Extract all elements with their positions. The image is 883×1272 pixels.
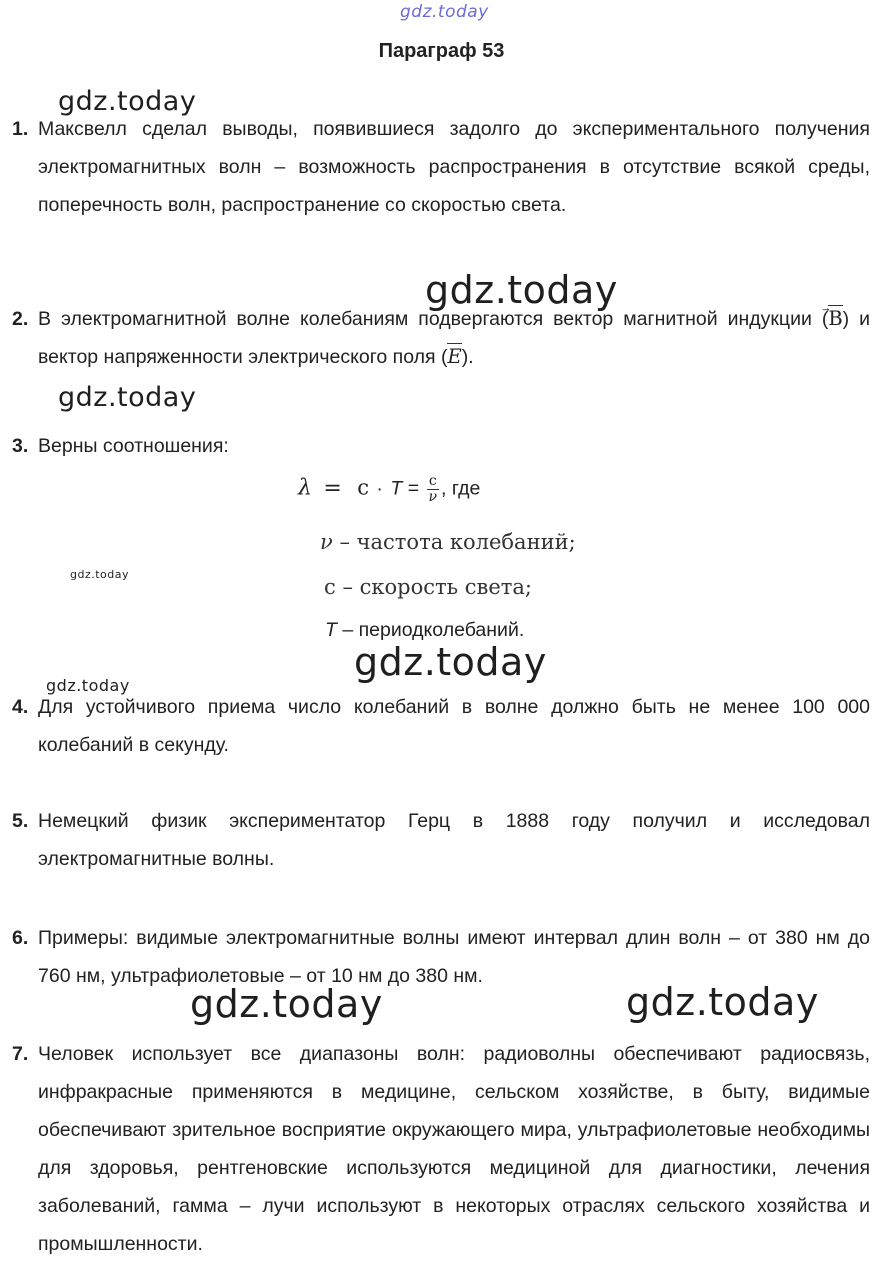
item-number: 6. [12,927,29,949]
formula-where: , где [441,477,481,500]
answer-item-3 [12,427,870,465]
answer-item-2 [12,300,870,376]
formula-c-line [324,575,532,599]
watermark-top: gdz.today [400,2,489,22]
item-number: 3. [12,435,29,457]
item-number: 7. [12,1043,29,1065]
fraction-numerator: c [427,474,440,490]
watermark: gdz.today [425,268,618,312]
watermark: gdz.today [190,982,383,1026]
watermark: gdz.today [58,382,197,413]
watermark: gdz.today [58,86,197,117]
watermark: gdz.today [70,568,130,581]
item-number: 2. [12,308,29,330]
watermark: gdz.today [354,640,547,684]
dot-operator: · [376,477,383,500]
answer-item-6 [12,919,870,995]
lambda-symbol: λ [298,475,312,501]
fraction [427,474,440,505]
answer-item-5 [12,802,870,878]
item-number: 1. [12,118,29,140]
c-description: – скорость света; [342,575,532,599]
item-text: Человек использует все диапазоны волн: радиоволны обеспечивают радиосвязь, инфракрасные применяются в медицине, сельском хозяйстве, в быту, видимые обеспечивают зрительное восприятие окружающего мира, ультрафиолетовые необходимы для здоровья, рентгеновские используются медициной для диагностики, лечения заболеваний, гамма – лучи используют в некоторых отраслях сельского хозяйства и промышленности. [38,1043,870,1255]
page-title: Параграф 53 [378,40,505,62]
formula-main [298,474,480,505]
item-text: Примеры: видимые электромагнитные волны имеют интервал длин волн – от 380 нм до 760 нм, ультрафиолетовые – от 10 нм до 380 нм. [38,927,870,987]
item-text [38,300,870,376]
item-text: Для устойчивого приема число колебаний в волне должно быть не менее 100 000 колебаний в секунду. [38,696,870,756]
equals-sign: = [407,477,420,500]
watermark: gdz.today [626,980,819,1024]
nu-symbol: ν [320,530,333,554]
item-number: 4. [12,696,29,718]
c-symbol: c [324,575,336,599]
formula-t-line [325,619,524,642]
item-number: 5. [12,810,29,832]
t-symbol: T [325,619,337,641]
equals-sign: = [323,475,342,501]
vector-e-symbol: E [447,345,462,368]
nu-description: – частота колебаний; [339,530,576,554]
item-text-part: ). [461,346,474,368]
answer-item-1 [12,110,870,224]
c-symbol: c [357,475,369,500]
item-text: Верны соотношения: [38,435,229,457]
formula-nu-line [320,530,576,554]
watermark: gdz.today [46,676,130,695]
item-text: Максвелл сделал выводы, появившиеся задолго до экспериментального получения электромагнитных волн – возможность распространения в отсутствие всякой среды, поперечность волн, распространение со скоростью света. [38,118,870,216]
item-text: Немецкий физик экспериментатор Герц в 1888 году получил и исследовал электромагнитные волны. [38,810,870,870]
vector-b-symbol: B [828,307,843,330]
answer-item-7 [12,1035,870,1263]
item-text-part: ) и вектор напряженности электрического поля ( [38,308,870,368]
item-text-part: В электромагнитной волне колебаниям подвергаются вектор магнитной индукции ( [38,308,829,330]
t-symbol: T [390,477,403,500]
answer-item-4 [12,688,870,764]
t-description: – периодколебаний. [342,619,525,641]
fraction-denominator: ν [428,489,438,505]
